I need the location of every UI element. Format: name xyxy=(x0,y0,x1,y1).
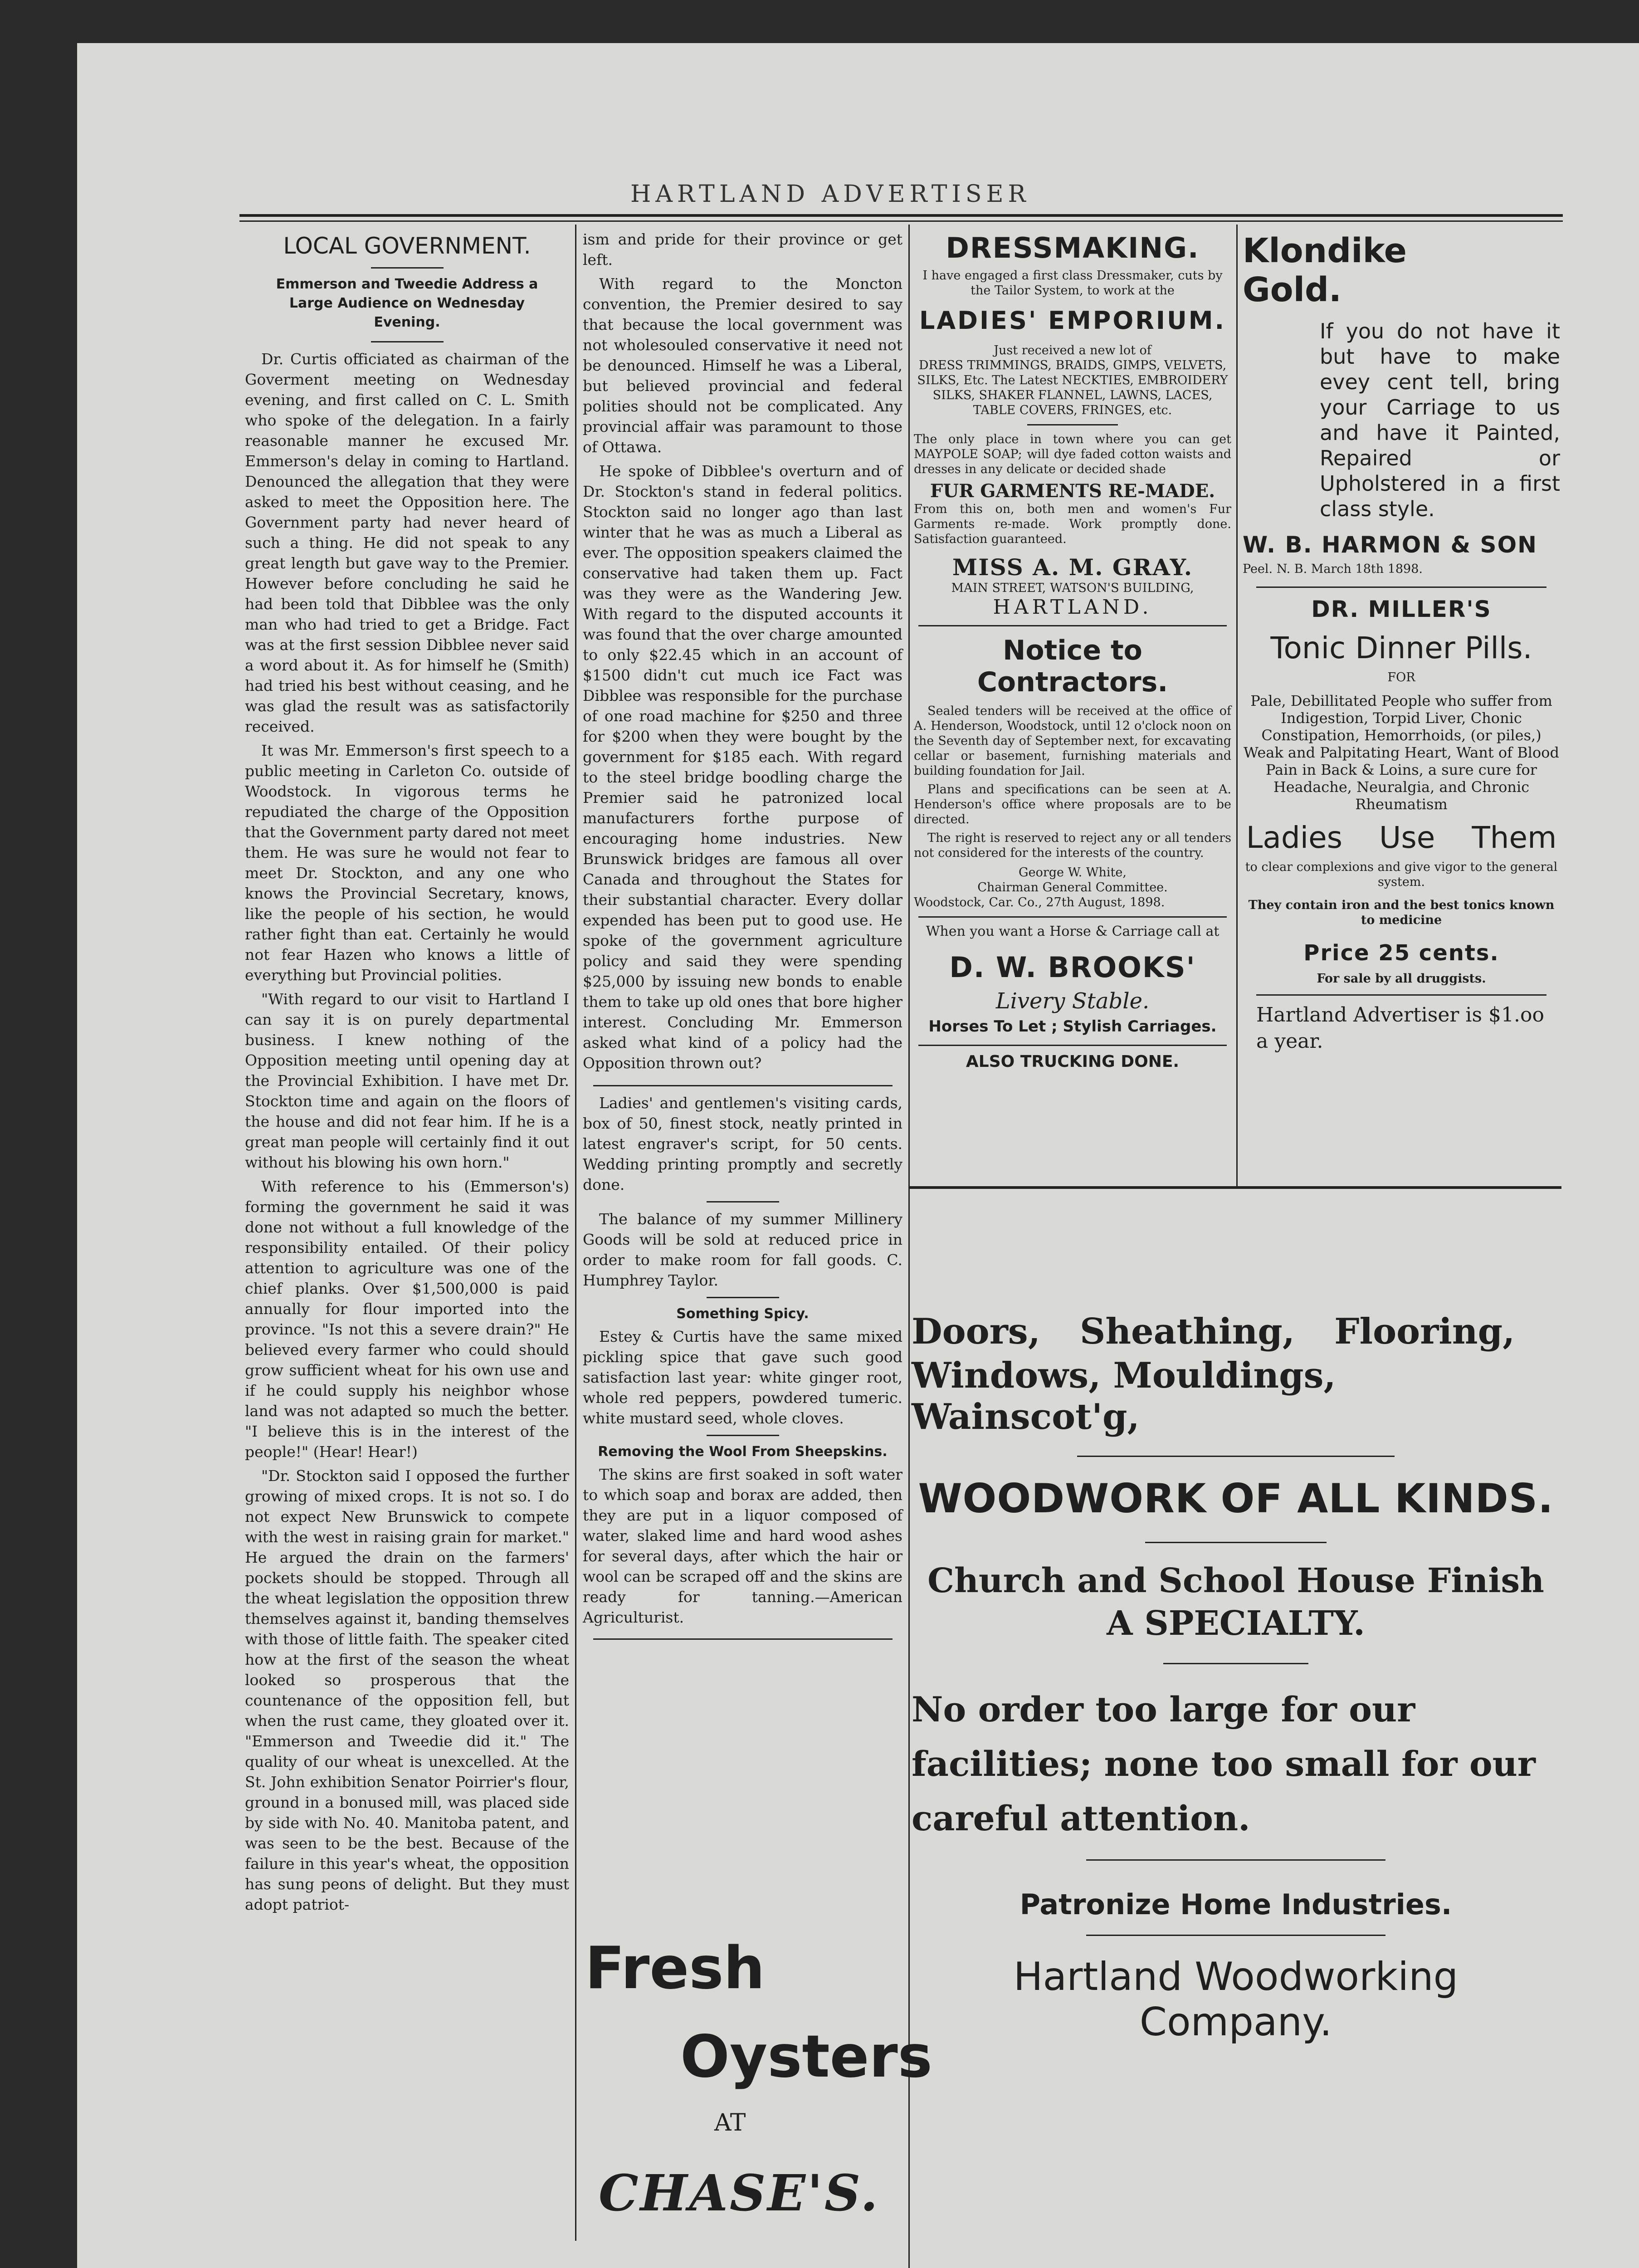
article-paragraph: With regard to the Moncton convention, the Premier desired to say that because the local government was not wholesouled conservative it need not be denounced. Himself he was a Liberal, but believed provincial and federal polities should not be complicated. Any provincial affair was paramount to those of Ottawa. xyxy=(583,275,902,456)
woodwork-line6: No order too large for our facilities; none too small for our careful attention. xyxy=(912,1689,1536,1838)
rule xyxy=(1256,587,1546,588)
druggists-line: For sale by all druggists. xyxy=(1317,972,1486,986)
spicy-title: Something Spicy. xyxy=(676,1306,809,1322)
rule xyxy=(918,916,1227,918)
ad-divider-rule xyxy=(908,1186,1561,1189)
woodwork-line7: Patronize Home Industries. xyxy=(1019,1888,1452,1921)
rule xyxy=(1086,1859,1385,1861)
rule xyxy=(918,625,1227,626)
harmon-date: Peel. N. B. March 18th 1898. xyxy=(1243,562,1423,576)
article-paragraph: "With regard to our visit to Hartland I can say it is on purely departmental business. I knew nothing of the Opposition meeting until opening day at the Provincial Exhibition. I have met Dr. Stockton time and again on the floors of the house and did not fear him. If he is a great man people will certainly find it out without his blowing his own horn." xyxy=(245,990,569,1171)
rule xyxy=(707,1297,779,1298)
woodwork-line1: Doors, Sheathing, Flooring, xyxy=(912,1311,1515,1352)
received-line: Just received a new lot of xyxy=(994,343,1151,357)
oysters-ad-at: AT xyxy=(714,2109,746,2136)
ladies-use-them: Ladies Use Them xyxy=(1246,820,1557,855)
rule xyxy=(1145,1542,1327,1543)
horse-line: When you want a Horse & Carriage call at xyxy=(926,924,1219,939)
rule xyxy=(1163,1663,1308,1664)
article-subtitle: Emmerson and Tweedie Address a Large Audience on Wednesday Evening. xyxy=(276,276,538,330)
maypole-notice: The only place in town where you can get MAYPOLE SOAP; will dye faded cotton waists and dresses in any delicate or decided shade xyxy=(914,432,1231,476)
fur-title: FUR GARMENTS RE-MADE. xyxy=(930,480,1215,502)
column-dressmaking xyxy=(914,231,1231,1071)
column-divider xyxy=(1236,225,1238,1186)
ailments-list: Pale, Debillitated People who suffer from Indigestion, Torpid Liver, Chonic Constipation, Hemorrhoids, (or piles,) Weak and Palpitating Heart, Want of Blood Pain in Back & Loins, a sure cure for Headache, Neuralgia, and Chronic Rheumatism xyxy=(1244,692,1559,813)
millinery-notice: The balance of my summer Millinery Goods will be sold at reduced price in order to make room for fall goods. C. Humphrey Taylor. xyxy=(583,1210,902,1289)
woodwork-line4: Church and School House Finish xyxy=(927,1561,1544,1600)
miller-title: DR. MILLER'S xyxy=(1311,596,1492,622)
article-title: LOCAL GOVERNMENT. xyxy=(283,233,531,259)
column-divider xyxy=(908,225,910,2268)
column-local-government xyxy=(245,229,569,1918)
notice-signer: George W. White, xyxy=(1019,865,1127,880)
header-rule xyxy=(239,214,1563,217)
notice-signer-role: Chairman General Committee. xyxy=(977,880,1168,894)
harmon-name: W. B. HARMON & SON xyxy=(1243,532,1537,558)
horses-to-let: Horses To Let ; Stylish Carriages. xyxy=(928,1017,1217,1036)
notice-text: Sealed tenders will be received at the office of A. Henderson, Woodstock, until 12 o'clock noon on the Seventh day of September next, for excavating cellar or basement, furnishing materials and building foundation for Jail. xyxy=(914,704,1231,778)
rule xyxy=(371,341,444,342)
dressmaking-title: DRESSMAKING. xyxy=(946,231,1200,264)
emporium-title: LADIES' EMPORIUM. xyxy=(919,306,1226,335)
notice-dateline: Woodstock, Car. Co., 27th August, 1898. xyxy=(914,895,1165,909)
header-rule-thin xyxy=(239,220,1563,222)
rule xyxy=(593,1085,893,1086)
notice-text: Plans and specifications can be seen at A. Henderson's office where proposals are to be directed. xyxy=(914,782,1231,826)
livery-stable: Livery Stable. xyxy=(995,988,1150,1014)
spicy-notice: Estey & Curtis have the same mixed pickling spice that gave such good satisfaction last year: white ginger root, whole red peppers, powdered tumeric. white mustard seed, whole cloves. xyxy=(583,1328,902,1427)
brooks-name: D. W. BROOKS' xyxy=(949,951,1196,984)
rule xyxy=(707,1201,779,1202)
pills-title: Tonic Dinner Pills. xyxy=(1270,631,1532,665)
rule xyxy=(918,1045,1227,1046)
article-paragraph: ism and pride for their province or get left. xyxy=(583,230,902,269)
subscription-line: Hartland Advertiser is $1.oo a year. xyxy=(1256,1003,1544,1053)
street-address: MAIN STREET, WATSON'S BUILDING, xyxy=(951,581,1194,595)
column-klondike xyxy=(1243,231,1560,1055)
goods-list: DRESS TRIMMINGS, BRAIDS, GIMPS, VELVETS, SILKS, Etc. The Latest NECKTIES, EMBROIDERY SILKS, SHAKER FLANNEL, LAWNS, LACES, TABLE COVERS, FRINGES, etc. xyxy=(917,358,1228,417)
klondike-title: Klondike Gold. xyxy=(1243,231,1407,309)
oysters-ad-oysters: Oysters xyxy=(680,2023,932,2091)
rule xyxy=(1027,424,1118,425)
miss-gray: MISS A. M. GRAY. xyxy=(952,554,1193,581)
price-line: Price 25 cents. xyxy=(1303,940,1499,966)
klondike-text: If you do not have it but have to make evey cent tell, bring your Carriage to us and have it Painted, Repaired or Upholstered in a first class style. xyxy=(1320,319,1560,521)
column-divider xyxy=(575,225,576,2241)
rule xyxy=(1077,1456,1395,1457)
woodwork-line8: Hartland Woodworking Company. xyxy=(1013,1954,1459,2045)
article-paragraph: "Dr. Stockton said I opposed the further growing of mixed crops. It is not so. I do not expect New Brunswick to compete with the west in raising grain for market." He argued the drain on the farmers' pockets should be stopped. Through all the wheat legislation the opposition threw themselves against it, banding themselves with those of little faith. The speaker cited how at the first of the season the wheat looked so prosperous that the countenance of the opposition fell, but when the rust came, they gloated over it. "Emmerson and Tweedie did it." The quality of our wheat is unexcelled. At the St. John exhibition Senator Poirrier's flour, ground in a bonused mill, was placed side by side with No. 40. Manitoba patent, and was seen to be the best. Because of the failure in this year's wheat, the opposition has sung peons of delight. But they must adopt patriot- xyxy=(245,1467,569,1913)
trucking-line: ALSO TRUCKING DONE. xyxy=(966,1052,1180,1071)
complexions-line: to clear complexions and give vigor to the general system. xyxy=(1245,860,1558,889)
woodwork-ad xyxy=(912,1311,1560,2045)
article-paragraph: With reference to his (Emmerson's) forming the government he said it was done not without a full knowledge of the responsibility entailed. Of their policy attention to agriculture was one of the chief planks. Over $1,500,000 is paid annually for flour imported into the province. "Is not this a severe drain?" He believed every farmer who could should grow sufficient wheat for his own use and if he could supply his neighbor whose land was not adapted so much the better. "I believe this is in the interest of the people!" (Hear! Hear!) xyxy=(245,1178,569,1461)
fur-notice: From this on, both men and women's Fur Garments re-made. Work promptly done. Satisfaction guaranteed. xyxy=(914,502,1231,546)
article-paragraph: Dr. Curtis officiated as chairman of the Goverment meeting on Wednesday evening, and first called on C. L. Smith who spoke of the delegation. In a fairly reasonable manner he excused Mr. Emmerson's delay in coming to Hartland. Denounced the allegation that they were asked to meet the Opposition here. The Government party had never heard of such a thing. He did not speak to any great length but gave way to the Premier. However before concluding he said he had been told that Dibblee was the only man who had tried to get a Bridge. Fact was at the first session Dibblee never said a word about it. As for himself he (Smith) had tried his best without ceasing, and he was glad the result was as satisfactorily received. xyxy=(245,350,569,735)
notice-text: The right is reserved to reject any or all tenders not considered for the interests of the country. xyxy=(914,831,1231,860)
article-paragraph: He spoke of Dibblee's overturn and of Dr. Stockton's stand in federal politics. Stockton said no longer ago than last winter that he was as much a Liberal as ever. The opposition speakers claimed the conservative had taken them up. Fact was they were as the Wandering Jew. With regard to the disputed accounts it was found that the over charge amounted to only $22.45 which in an account of $1500 didn't cut much ice Fact was Dibblee was responsible for the purchase of one road machine for $250 and three for $200 when they were bought by the government for $185 each. With regard to the steel bridge boodling charge the Premier said he patronized local manufacturers forthe purpose of encouraging home industries. New Brunswick bridges are famous all over Canada and throughout the States for their substantial character. Every dollar expended has been put to good use. He spoke of the government agriculture policy and said they were spending $25,000 by issuing new bonds to enable them to take up old ones that bore higher interest. Concluding Mr. Emmerson asked what kind of a policy had the Opposition thrown out? xyxy=(583,462,902,1072)
oysters-ad-fresh: Fresh xyxy=(585,1935,765,2002)
woodwork-line3: WOODWORK OF ALL KINDS. xyxy=(918,1475,1554,1522)
rule xyxy=(707,1435,779,1436)
for-line: FOR xyxy=(1387,670,1415,684)
visiting-cards-notice: Ladies' and gentlemen's visiting cards, box of 50, finest stock, neatly printed in latest engraver's script, for 50 cents. Wedding printing promptly and secretly done. xyxy=(583,1094,902,1193)
masthead: HARTLAND ADVERTISER xyxy=(630,181,1030,208)
rule xyxy=(593,1638,893,1640)
rule xyxy=(1256,994,1546,996)
dressmaking-intro: I have engaged a first class Dressmaker, cuts by the Tailor System, to work at the xyxy=(922,269,1223,298)
notice-title: Notice to Contractors. xyxy=(977,635,1168,698)
town-name: HARTLAND. xyxy=(993,596,1152,619)
article-paragraph: It was Mr. Emmerson's first speech to a public meeting in Carleton Co. outside of Woodstock. In vigorous terms he repudiated the charge of the Opposition that the Government party dared not meet them. He was sure he would not fear to meet Dr. Stockton, and any one who knows the Provincial Secretary, knows, like the people of his section, he would rather fight than eat. Certainly he would not fear Hazen who knows a little of everything but Provincial polities. xyxy=(245,742,569,984)
iron-line: They contain iron and the best tonics known to medicine xyxy=(1248,898,1555,927)
rule xyxy=(371,267,444,269)
wool-article: The skins are first soaked in soft water to which soap and borax are added, then they are put in a liquor composed of water, slaked lime and hard wood ashes for several days, after which the hair or wool can be scraped off and the skins are ready for tanning.—American Agriculturist. xyxy=(583,1466,902,1626)
oysters-ad-chases: CHASE'S. xyxy=(599,2164,880,2222)
woodwork-line5: A SPECIALTY. xyxy=(1107,1604,1365,1643)
wool-title: Removing the Wool From Sheepskins. xyxy=(598,1444,888,1460)
rule xyxy=(1086,1935,1385,1936)
column-continued xyxy=(583,229,902,1646)
woodwork-line2: Windows, Mouldings, Wainscot'g, xyxy=(912,1355,1336,1437)
